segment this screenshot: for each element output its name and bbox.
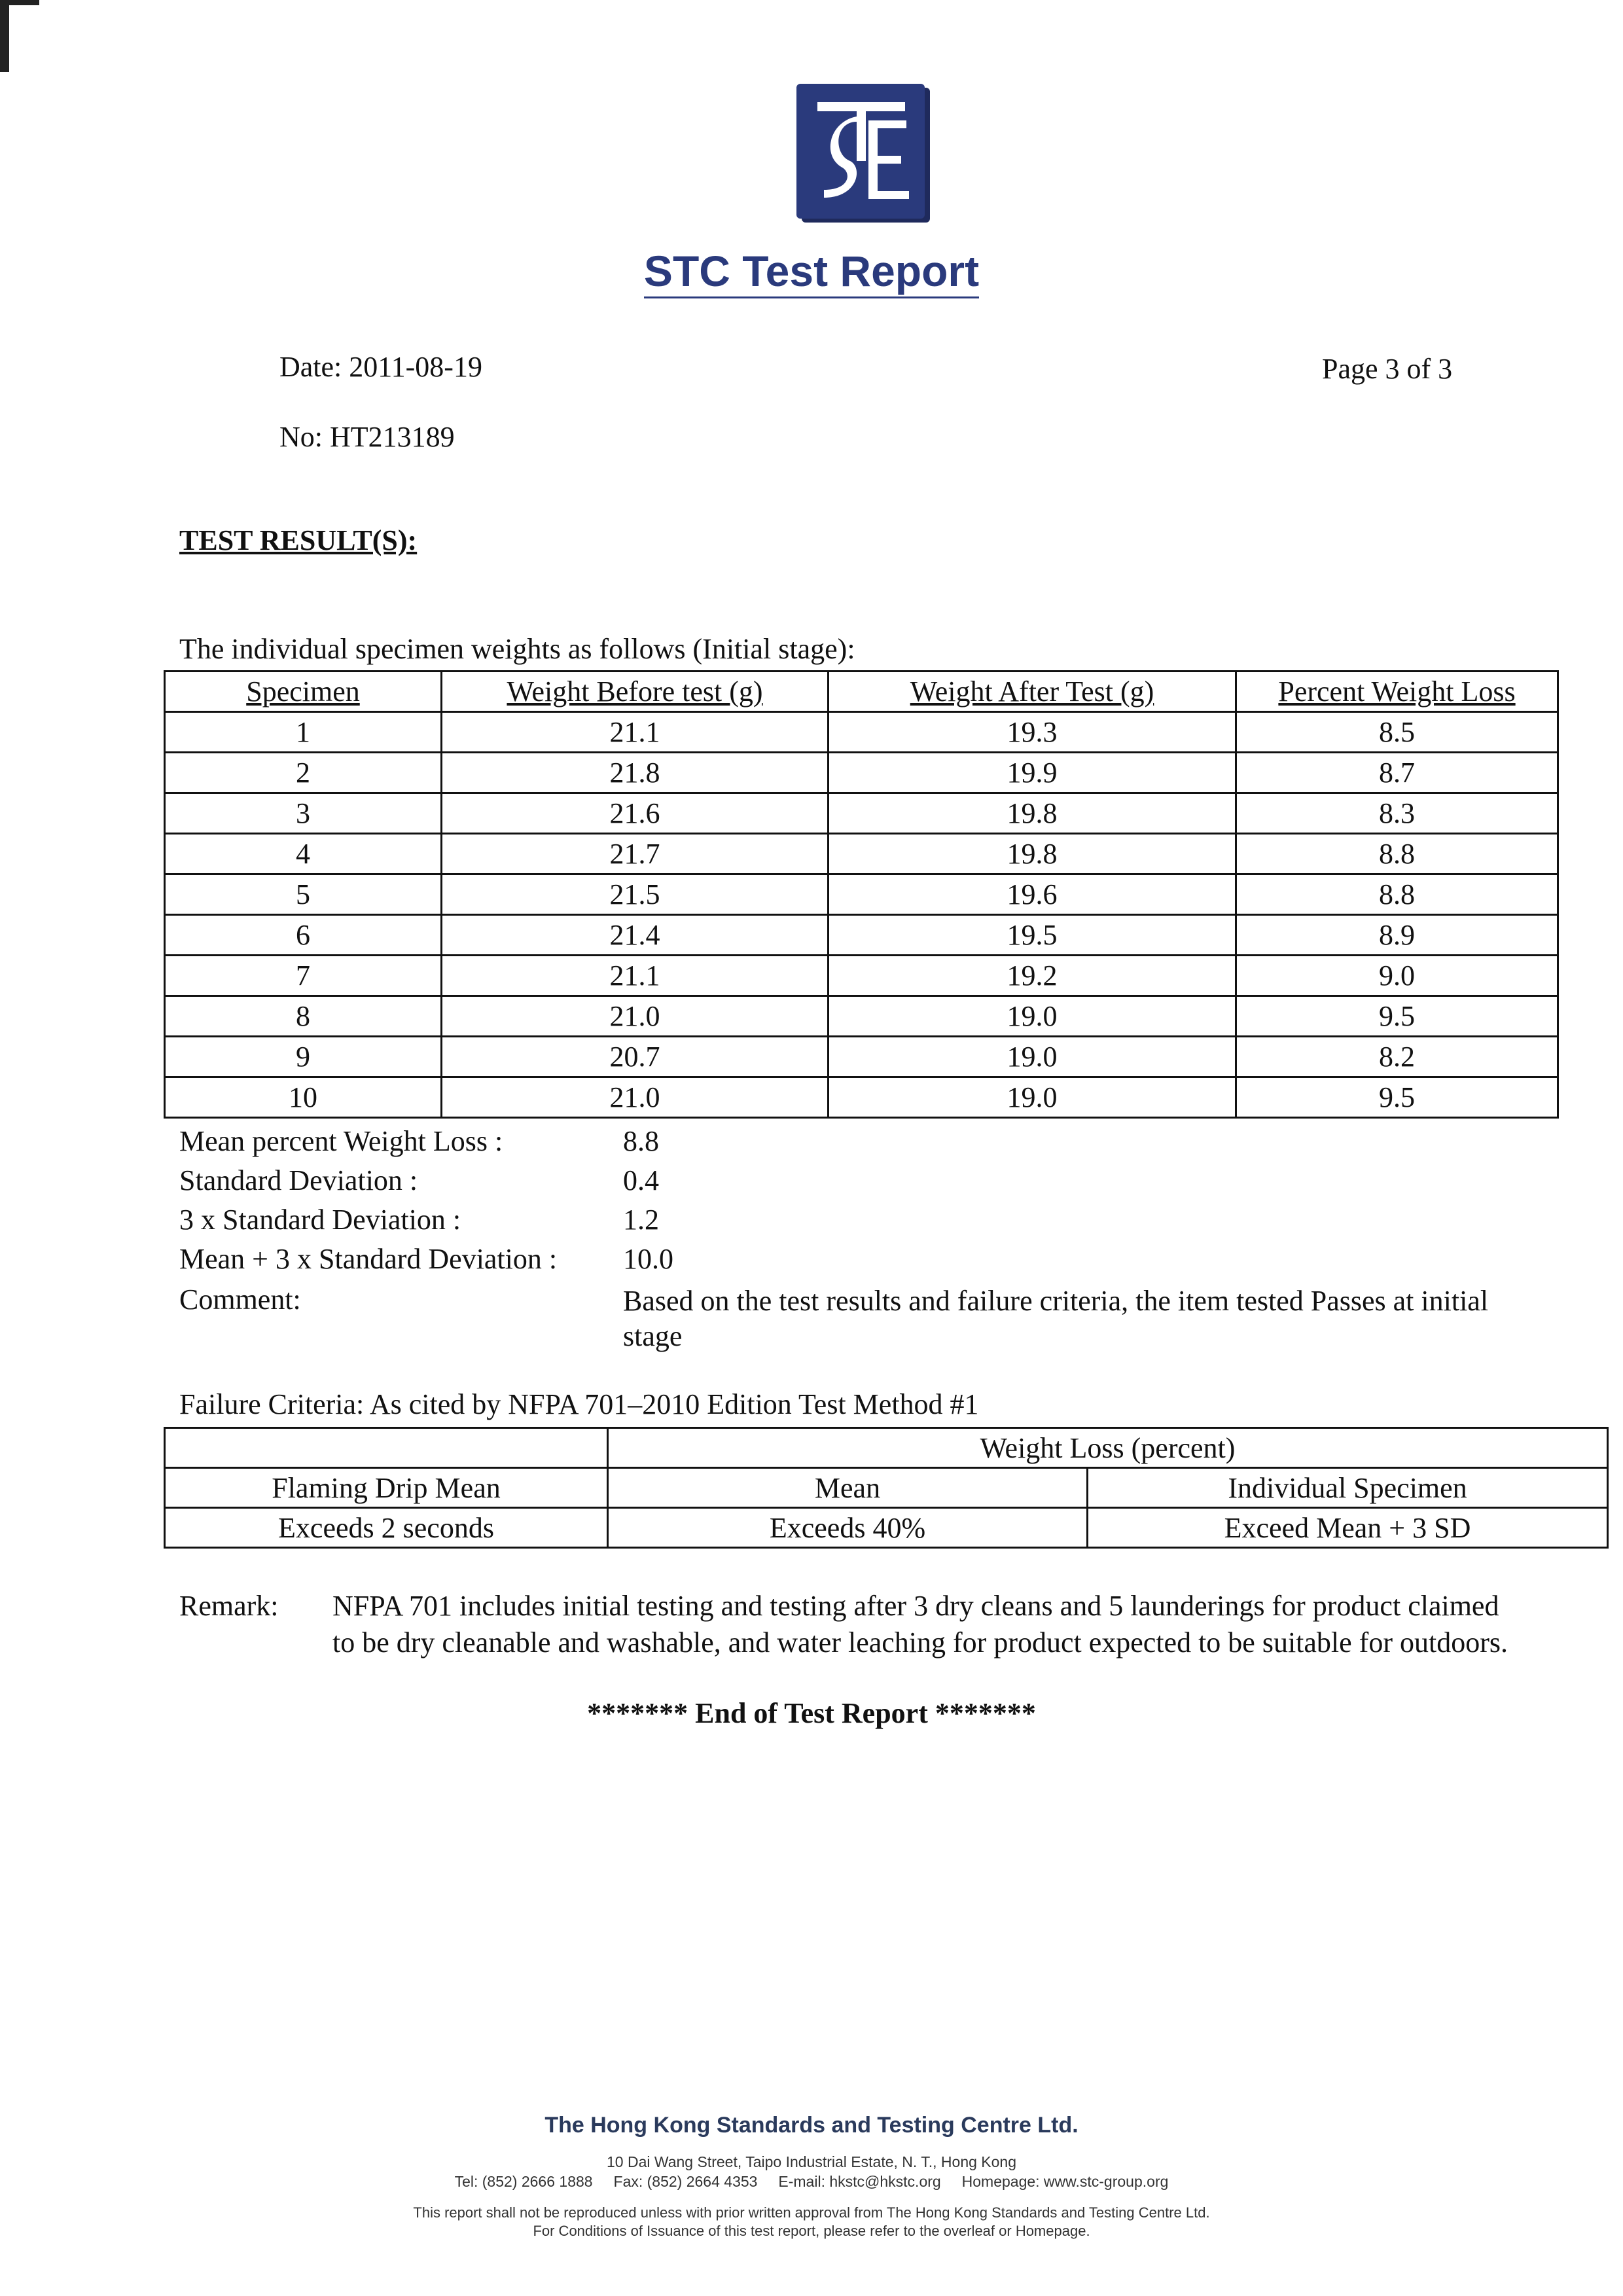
criteria-col-flaming: Flaming Drip Mean <box>165 1468 608 1508</box>
summary-label-mean: Mean percent Weight Loss : <box>179 1125 503 1157</box>
table-row <box>165 1037 1558 1077</box>
table-row <box>165 996 1558 1037</box>
table-cell: 9.5 <box>1236 996 1558 1037</box>
table-row <box>165 712 1558 753</box>
summary-value-sd: 0.4 <box>623 1164 659 1196</box>
report-number: No: HT213189 <box>279 421 455 453</box>
table-cell: 21.6 <box>442 793 829 834</box>
table-cell: 8.2 <box>1236 1037 1558 1077</box>
weight-loss-header: Weight Loss (percent) <box>608 1428 1608 1468</box>
table-cell: 2 <box>165 753 442 793</box>
footer-disclaimer-2: For Conditions of Issuance of this test report, please refer to the overleaf or Homepage. <box>533 2223 1090 2239</box>
column-header: Weight Before test (g) <box>442 672 829 712</box>
empty-cell <box>165 1428 608 1468</box>
table-cell: 6 <box>165 915 442 956</box>
footer-company: The Hong Kong Standards and Testing Centre Ltd. <box>544 2113 1079 2138</box>
table-cell: 20.7 <box>442 1037 829 1077</box>
comment-label: Comment: <box>179 1283 301 1316</box>
table-cell: 19.5 <box>829 915 1236 956</box>
criteria-value-individual: Exceed Mean + 3 SD <box>1088 1508 1608 1548</box>
table-cell: 19.2 <box>829 956 1236 996</box>
table-cell: 19.9 <box>829 753 1236 793</box>
column-header: Weight After Test (g) <box>829 672 1236 712</box>
column-header: Percent Weight Loss <box>1236 672 1558 712</box>
table-cell: 21.7 <box>442 834 829 874</box>
column-header: Specimen <box>165 672 442 712</box>
table-cell: 19.0 <box>829 996 1236 1037</box>
table-cell: 10 <box>165 1077 442 1118</box>
specimen-table <box>164 670 1559 1119</box>
stc-logo-icon <box>795 82 933 225</box>
footer-disclaimer-1: This report shall not be reproduced unless with prior written approval from The Hong Kong Standards and Testing Centre Ltd. <box>413 2204 1210 2221</box>
footer-contact: Tel: (852) 2666 1888 Fax: (852) 2664 4353 E-mail: hkstc@hkstc.org Homepage: www.stc-group.org <box>454 2173 1169 2190</box>
table-cell: 21.5 <box>442 874 829 915</box>
table-cell: 19.0 <box>829 1077 1236 1118</box>
table-cell: 21.8 <box>442 753 829 793</box>
failure-criteria-intro: Failure Criteria: As cited by NFPA 701–2010 Edition Test Method #1 <box>179 1388 979 1420</box>
remark-line-2: to be dry cleanable and washable, and water leaching for product expected to be suitable for outdoors. <box>332 1626 1508 1659</box>
table-row <box>165 834 1558 874</box>
table-cell: 21.1 <box>442 956 829 996</box>
table-row <box>165 753 1558 793</box>
report-date: Date: 2011-08-19 <box>279 351 482 383</box>
end-of-report: ******* End of Test Report ******* <box>587 1697 1036 1729</box>
table-cell: 19.3 <box>829 712 1236 753</box>
table-cell: 3 <box>165 793 442 834</box>
footer-address: 10 Dai Wang Street, Taipo Industrial Estate, N. T., Hong Kong <box>606 2153 1017 2170</box>
table-cell: 19.6 <box>829 874 1236 915</box>
comment-line-1: Based on the test results and failure criteria, the item tested Passes at initial <box>623 1285 1489 1317</box>
table-cell: 8.5 <box>1236 712 1558 753</box>
table-row <box>165 956 1558 996</box>
criteria-value-mean: Exceeds 40% <box>608 1508 1088 1548</box>
table-cell: 9.5 <box>1236 1077 1558 1118</box>
table-cell: 21.0 <box>442 1077 829 1118</box>
table-cell: 7 <box>165 956 442 996</box>
scan-edge-mark-top <box>0 0 39 5</box>
section-heading: TEST RESULT(S): <box>179 524 418 556</box>
summary-label-sd: Standard Deviation : <box>179 1164 418 1196</box>
comment-line-2: stage <box>623 1320 683 1352</box>
table-cell: 1 <box>165 712 442 753</box>
table-row <box>165 793 1558 834</box>
table-cell: 19.0 <box>829 1037 1236 1077</box>
table-row <box>165 874 1558 915</box>
table-cell: 5 <box>165 874 442 915</box>
criteria-col-individual: Individual Specimen <box>1088 1468 1608 1508</box>
summary-value-mean3sd: 10.0 <box>623 1243 673 1275</box>
table-cell: 21.0 <box>442 996 829 1037</box>
scan-edge-mark <box>0 0 9 72</box>
table-cell: 21.1 <box>442 712 829 753</box>
remark-line-1: NFPA 701 includes initial testing and testing after 3 dry cleans and 5 launderings for product claimed <box>332 1590 1499 1622</box>
table-row <box>165 1077 1558 1118</box>
summary-label-3sd: 3 x Standard Deviation : <box>179 1204 461 1236</box>
table-cell: 21.4 <box>442 915 829 956</box>
table-cell: 8.8 <box>1236 834 1558 874</box>
summary-value-3sd: 1.2 <box>623 1204 659 1236</box>
report-title: STC Test Report <box>0 246 1623 296</box>
summary-label-mean3sd: Mean + 3 x Standard Deviation : <box>179 1243 558 1275</box>
table-cell: 4 <box>165 834 442 874</box>
table-cell: 8.8 <box>1236 874 1558 915</box>
table-cell: 8.7 <box>1236 753 1558 793</box>
table-cell: 19.8 <box>829 793 1236 834</box>
summary-value-mean: 8.8 <box>623 1125 659 1157</box>
remark-label: Remark: <box>179 1590 279 1622</box>
table-cell: 19.8 <box>829 834 1236 874</box>
table-cell: 8.3 <box>1236 793 1558 834</box>
criteria-value-flaming: Exceeds 2 seconds <box>165 1508 608 1548</box>
table-cell: 9.0 <box>1236 956 1558 996</box>
page-number: Page 3 of 3 <box>1322 353 1453 385</box>
table-cell: 9 <box>165 1037 442 1077</box>
specimen-intro: The individual specimen weights as follows (Initial stage): <box>179 633 855 665</box>
failure-criteria-table <box>164 1427 1609 1549</box>
table-cell: 8.9 <box>1236 915 1558 956</box>
table-row <box>165 915 1558 956</box>
table-header-row <box>165 672 1558 712</box>
criteria-col-mean: Mean <box>608 1468 1088 1508</box>
table-cell: 8 <box>165 996 442 1037</box>
